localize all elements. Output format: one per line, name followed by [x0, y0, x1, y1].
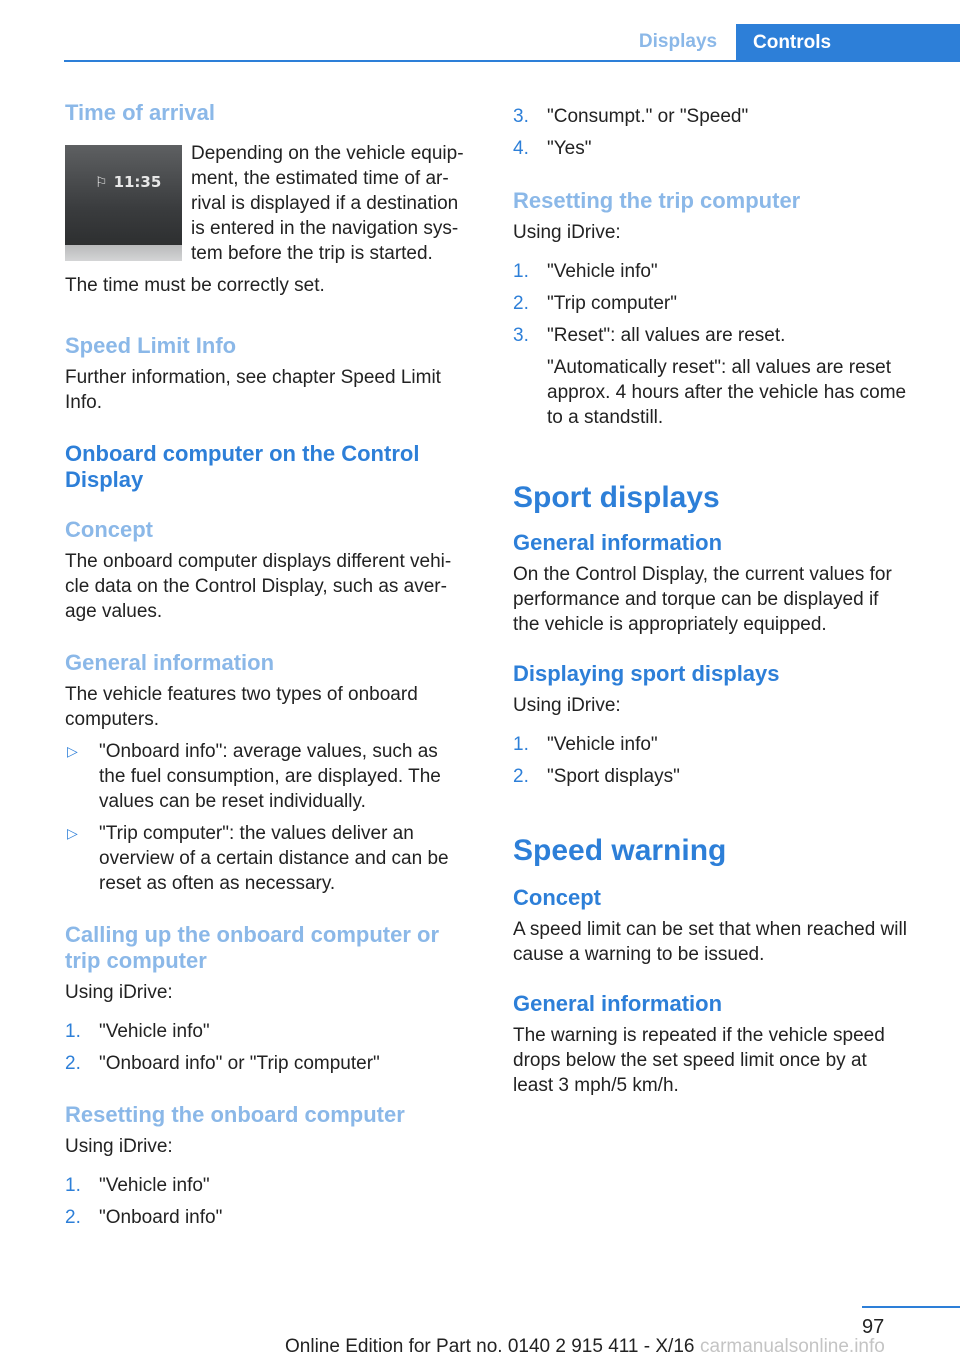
resetting-onboard-section: Resetting the onboard computer Using iDrive: 1. "Vehicle info" 2. "Onboard info" — [65, 1102, 477, 1230]
page-header — [0, 0, 960, 62]
calling-up-heading: Calling up the onboard computer or trip computer — [65, 922, 439, 973]
list-item: 2. "Onboard info" or "Trip computer" — [65, 1053, 380, 1074]
time-of-arrival-section — [65, 100, 477, 296]
general-information-heading: General information — [65, 650, 275, 675]
time-of-arrival-heading: Time of arrival — [65, 100, 215, 125]
speed-limit-info-section: Speed Limit Info Further information, see chapter Speed Limit Info. — [65, 333, 477, 415]
resetting-trip-heading: Resetting the trip computer — [513, 188, 801, 213]
sport-displays-section: Sport displays General information On the Control Display, the current values for performance and torque can be displayed if the vehicle is appropriately equipped. Displaying sport displays Using iDrive: 1. "Vehicle info" 2. "Sport displays" — [513, 480, 933, 789]
list-item: 1. "Vehicle info" — [65, 1175, 210, 1196]
left-column — [65, 100, 477, 1230]
sport-displays-heading: Sport displays — [513, 481, 720, 514]
resetting-trip-steps — [513, 259, 933, 430]
resetting-onboard-steps — [65, 1173, 477, 1230]
step-note: "Automatically reset": all values are reset approx. 4 hours after the vehicle has come to a standstill. — [547, 357, 907, 428]
general-information-section: General information The vehicle features two types of onboard computers. ▷ "Onboard info": average values, such as the fuel consumption, are displayed. The values can be reset individually. ▷ "Trip computer": the values deliver an overview of a certain distance and can be reset as often as necessary. — [65, 650, 477, 896]
list-item: ▷ "Trip computer": the values deliver an overview of a certain distance and can be reset as often as necessary. — [67, 823, 449, 894]
triangle-bullet-icon: ▷ — [67, 743, 78, 759]
resetting-trip-section: Resetting the trip computer Using iDrive: 1. "Vehicle info" 2. "Trip computer" 3. "Reset": all values are reset. "Automatically reset": all values are reset approx. 4 hours after the vehicle has come to a standstill. — [513, 188, 933, 430]
resetting-onboard-heading: Resetting the onboard computer — [65, 1102, 405, 1127]
edition-text: Online Edition for Part no. 0140 2 915 411 - X/16 — [285, 1336, 695, 1357]
sport-general-heading: General information — [513, 530, 723, 555]
sport-displays-steps — [513, 732, 933, 789]
speed-limit-info-heading: Speed Limit Info — [65, 333, 237, 358]
watermark: carmanualsonline.info — [700, 1336, 885, 1357]
speed-warning-concept-heading: Concept — [513, 885, 601, 910]
time-of-arrival-body: Depending on the vehicle equip‐ ment, the estimated time of ar‐ rival is displayed if a destination is entered in the navigation sys‐ tem before the trip is started. — [191, 143, 464, 264]
list-item: 3. "Reset": all values are reset. "Automatically reset": all values are reset approx. 4 hours after the vehicle has come to a standstill. — [513, 323, 933, 430]
page-number: 97 — [862, 1316, 885, 1338]
navigation-flag-icon: ⚐ — [95, 175, 108, 191]
calling-up-steps — [65, 1019, 477, 1076]
displaying-sport-heading: Displaying sport displays — [513, 661, 780, 686]
speed-warning-heading: Speed warning — [513, 834, 727, 867]
concept-heading: Concept — [65, 517, 153, 542]
header-rule — [64, 60, 960, 62]
right-column — [513, 104, 933, 1098]
clock-display-image — [65, 145, 182, 261]
clock-time: 11:35 — [113, 173, 162, 191]
list-item: 1. "Vehicle info" — [65, 1021, 210, 1042]
triangle-bullet-icon: ▷ — [67, 825, 78, 841]
list-item: 1. "Vehicle info" — [513, 734, 658, 755]
speed-warning-section: Speed warning Concept A speed limit can be set that when reached will cause a warning to be issued. General information The warning is repeated if the vehicle speed drops below the set speed limit once by at least 3 mph/5 km/h. — [513, 833, 933, 1098]
list-item: 1. "Vehicle info" — [513, 261, 658, 282]
list-item: 3. "Consumpt." or "Speed" — [513, 106, 749, 127]
list-item: ▷ "Onboard info": average values, such as the fuel consumption, are displayed. The values can be reset individually. — [67, 741, 441, 812]
list-item: 4. "Yes" — [513, 138, 592, 159]
tab-displays[interactable]: Displays — [638, 31, 718, 52]
list-item: 2. "Onboard info" — [65, 1207, 223, 1228]
concept-section: Concept The onboard computer displays different vehi‐ cle data on the Control Display, such as aver‐ age values. — [65, 517, 477, 624]
calling-up-section: Calling up the onboard computer or trip computer Using iDrive: 1. "Vehicle info" 2. "Onboard info" or "Trip computer" — [65, 922, 477, 1076]
list-item: 2. "Sport displays" — [513, 766, 680, 787]
tab-controls[interactable]: Controls — [736, 24, 960, 62]
speed-warning-general-heading: General information — [513, 991, 723, 1016]
list-item: 2. "Trip computer" — [513, 293, 677, 314]
onboard-computer-types-list — [65, 739, 477, 896]
footer-rule — [862, 1306, 960, 1308]
continued-steps — [513, 104, 933, 161]
onboard-computer-section — [65, 441, 477, 493]
onboard-computer-heading: Onboard computer on the Control Display — [65, 441, 420, 492]
time-note: The time must be correctly set. — [65, 275, 325, 296]
